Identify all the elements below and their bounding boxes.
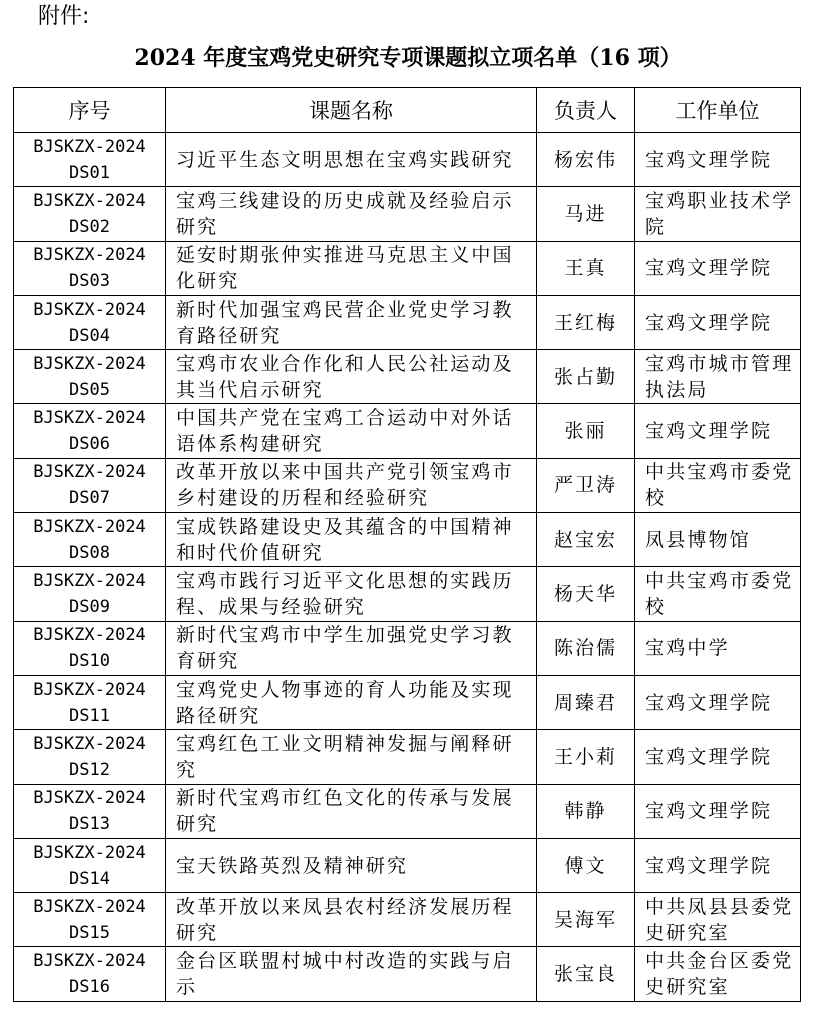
work-unit-cell: 凤县博物馆	[635, 513, 801, 567]
serial-number-cell	[14, 567, 166, 621]
serial-number-prefix: BJSKZX-2024	[33, 245, 146, 266]
topic-name-cell: 改革开放以来中国共产党引领宝鸡市乡村建设的历程和经验研究	[166, 458, 537, 512]
table-row	[14, 458, 801, 512]
topic-name-cell: 改革开放以来凤县农村经济发展历程研究	[166, 893, 537, 947]
serial-number-prefix: BJSKZX-2024	[33, 679, 146, 700]
serial-number-prefix: BJSKZX-2024	[33, 299, 146, 320]
topic-name-cell: 金台区联盟村城中村改造的实践与启示	[166, 947, 537, 1001]
topic-name-cell: 宝天铁路英烈及精神研究	[166, 838, 537, 892]
serial-number-cell	[14, 133, 166, 187]
table-row	[14, 621, 801, 675]
serial-number-suffix: DS01	[69, 162, 110, 183]
project-list-table	[13, 87, 801, 1002]
serial-number-cell	[14, 458, 166, 512]
leader-cell: 王真	[537, 241, 635, 295]
serial-number-cell	[14, 404, 166, 458]
serial-number-cell	[14, 947, 166, 1001]
serial-number-suffix: DS16	[69, 977, 110, 998]
header-topic-name: 课题名称	[166, 88, 537, 133]
serial-number-prefix: BJSKZX-2024	[33, 625, 146, 646]
leader-cell: 周臻君	[537, 675, 635, 729]
table-row	[14, 675, 801, 729]
topic-name-cell: 中国共产党在宝鸡工合运动中对外话语体系构建研究	[166, 404, 537, 458]
serial-number-suffix: DS12	[69, 759, 110, 780]
serial-number-cell	[14, 241, 166, 295]
serial-number-suffix: DS03	[69, 271, 110, 292]
leader-cell: 韩静	[537, 784, 635, 838]
serial-number-prefix: BJSKZX-2024	[33, 190, 146, 211]
serial-number-suffix: DS04	[69, 325, 110, 346]
attachment-label: 附件:	[38, 4, 90, 29]
topic-name-cell: 宝鸡市践行习近平文化思想的实践历程、成果与经验研究	[166, 567, 537, 621]
header-work-unit: 工作单位	[635, 88, 801, 133]
work-unit-cell: 中共凤县县委党史研究室	[635, 893, 801, 947]
work-unit-cell: 宝鸡文理学院	[635, 675, 801, 729]
leader-cell: 张丽	[537, 404, 635, 458]
table-row	[14, 241, 801, 295]
leader-cell: 张宝良	[537, 947, 635, 1001]
topic-name-cell: 习近平生态文明思想在宝鸡实践研究	[166, 133, 537, 187]
table-row	[14, 404, 801, 458]
leader-cell: 张占勤	[537, 350, 635, 404]
leader-cell: 严卫涛	[537, 458, 635, 512]
serial-number-cell	[14, 784, 166, 838]
serial-number-cell	[14, 621, 166, 675]
topic-name-cell: 宝鸡市农业合作化和人民公社运动及其当代启示研究	[166, 350, 537, 404]
work-unit-cell: 宝鸡文理学院	[635, 784, 801, 838]
serial-number-prefix: BJSKZX-2024	[33, 462, 146, 483]
serial-number-cell	[14, 893, 166, 947]
serial-number-prefix: BJSKZX-2024	[33, 136, 146, 157]
leader-cell: 王红梅	[537, 295, 635, 349]
work-unit-cell: 宝鸡文理学院	[635, 404, 801, 458]
leader-cell: 马进	[537, 187, 635, 241]
serial-number-cell	[14, 350, 166, 404]
serial-number-cell	[14, 675, 166, 729]
table-row	[14, 947, 801, 1001]
serial-number-suffix: DS15	[69, 922, 110, 943]
leader-cell: 王小莉	[537, 730, 635, 784]
serial-number-cell	[14, 295, 166, 349]
serial-number-suffix: DS06	[69, 434, 110, 455]
serial-number-prefix: BJSKZX-2024	[33, 788, 146, 809]
table-body	[14, 133, 801, 1002]
leader-cell: 吴海军	[537, 893, 635, 947]
topic-name-cell: 延安时期张仲实推进马克思主义中国化研究	[166, 241, 537, 295]
serial-number-suffix: DS02	[69, 216, 110, 237]
work-unit-cell: 宝鸡文理学院	[635, 730, 801, 784]
header-leader: 负责人	[537, 88, 635, 133]
serial-number-prefix: BJSKZX-2024	[33, 733, 146, 754]
work-unit-cell: 中共宝鸡市委党校	[635, 458, 801, 512]
header-serial-number: 序号	[14, 88, 166, 133]
leader-cell: 杨天华	[537, 567, 635, 621]
table-row	[14, 350, 801, 404]
serial-number-suffix: DS13	[69, 814, 110, 835]
serial-number-prefix: BJSKZX-2024	[33, 896, 146, 917]
table-row	[14, 838, 801, 892]
work-unit-cell: 宝鸡文理学院	[635, 838, 801, 892]
serial-number-suffix: DS08	[69, 542, 110, 563]
table-row	[14, 295, 801, 349]
serial-number-prefix: BJSKZX-2024	[33, 516, 146, 537]
table-row	[14, 133, 801, 187]
work-unit-cell: 宝鸡文理学院	[635, 133, 801, 187]
work-unit-cell: 宝鸡市城市管理执法局	[635, 350, 801, 404]
serial-number-suffix: DS05	[69, 379, 110, 400]
topic-name-cell: 新时代加强宝鸡民营企业党史学习教育路径研究	[166, 295, 537, 349]
table-header-row	[14, 88, 801, 133]
leader-cell: 赵宝宏	[537, 513, 635, 567]
document-title: 2024 年度宝鸡党史研究专项课题拟立项名单（16 项）	[134, 45, 682, 71]
topic-name-cell: 宝成铁路建设史及其蕴含的中国精神和时代价值研究	[166, 513, 537, 567]
work-unit-cell: 宝鸡职业技术学院	[635, 187, 801, 241]
serial-number-suffix: DS09	[69, 597, 110, 618]
topic-name-cell: 新时代宝鸡市中学生加强党史学习教育研究	[166, 621, 537, 675]
work-unit-cell: 中共宝鸡市委党校	[635, 567, 801, 621]
table-row	[14, 187, 801, 241]
serial-number-prefix: BJSKZX-2024	[33, 951, 146, 972]
serial-number-cell	[14, 513, 166, 567]
serial-number-suffix: DS07	[69, 488, 110, 509]
serial-number-prefix: BJSKZX-2024	[33, 408, 146, 429]
work-unit-cell: 宝鸡文理学院	[635, 241, 801, 295]
serial-number-cell	[14, 730, 166, 784]
topic-name-cell: 宝鸡党史人物事迹的育人功能及实现路径研究	[166, 675, 537, 729]
table-row	[14, 567, 801, 621]
serial-number-prefix: BJSKZX-2024	[33, 353, 146, 374]
table-row	[14, 730, 801, 784]
table-row	[14, 784, 801, 838]
table-row	[14, 893, 801, 947]
topic-name-cell: 宝鸡三线建设的历史成就及经验启示研究	[166, 187, 537, 241]
serial-number-prefix: BJSKZX-2024	[33, 842, 146, 863]
topic-name-cell: 新时代宝鸡市红色文化的传承与发展研究	[166, 784, 537, 838]
work-unit-cell: 宝鸡文理学院	[635, 295, 801, 349]
serial-number-prefix: BJSKZX-2024	[33, 571, 146, 592]
serial-number-suffix: DS14	[69, 868, 110, 889]
serial-number-cell	[14, 838, 166, 892]
serial-number-suffix: DS11	[69, 705, 110, 726]
topic-name-cell: 宝鸡红色工业文明精神发掘与阐释研究	[166, 730, 537, 784]
work-unit-cell: 宝鸡中学	[635, 621, 801, 675]
table-row	[14, 513, 801, 567]
leader-cell: 陈治儒	[537, 621, 635, 675]
serial-number-suffix: DS10	[69, 651, 110, 672]
leader-cell: 杨宏伟	[537, 133, 635, 187]
leader-cell: 傅文	[537, 838, 635, 892]
serial-number-cell	[14, 187, 166, 241]
work-unit-cell: 中共金台区委党史研究室	[635, 947, 801, 1001]
